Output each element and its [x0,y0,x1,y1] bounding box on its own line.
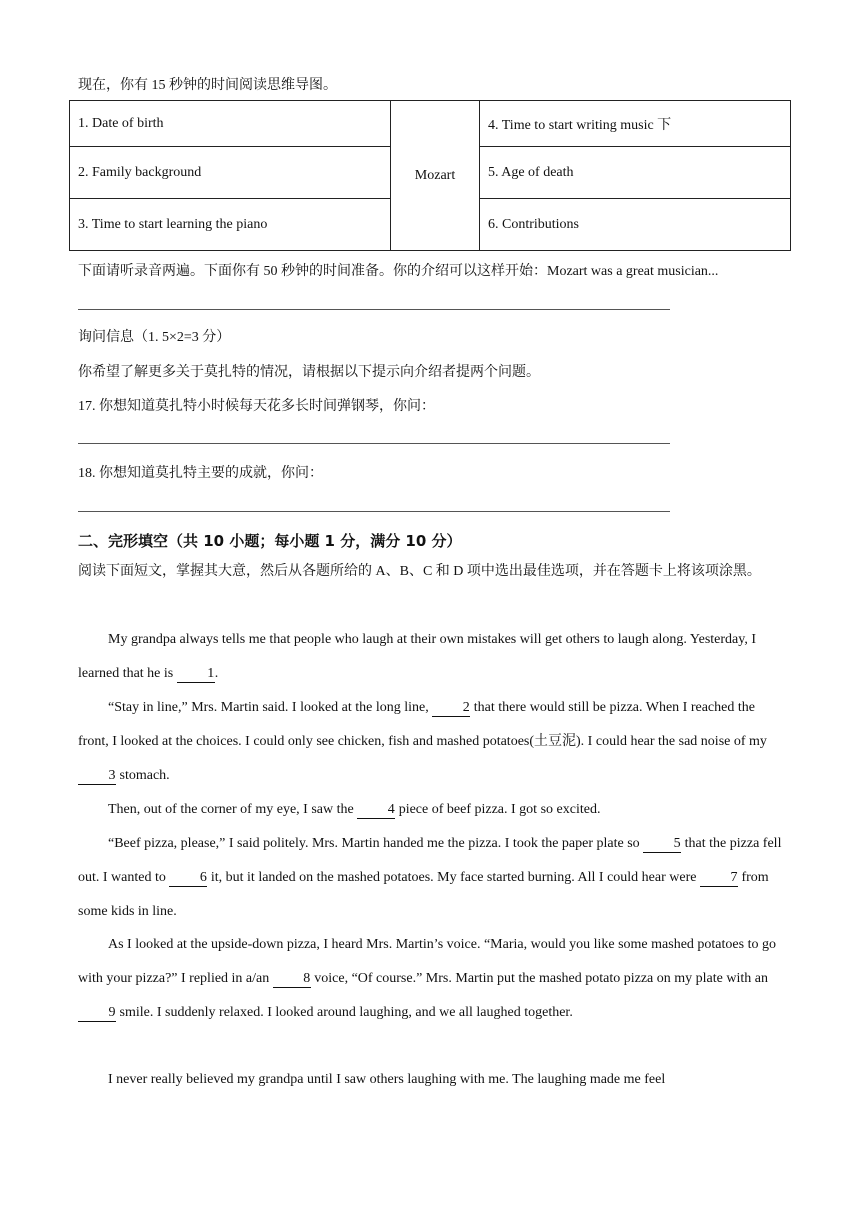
passage-text: As I looked at the upside-down pizza, I heard Mrs. Martin’s voice. “Maria, would you like some mashed potatoes to go with your pizza?” I replied in a/an [78,937,776,986]
ask-description: 你希望了解更多关于莫扎特的情况，请根据以下提示向介绍者提两个问题。 [78,365,540,380]
listening-instruction: 下面请听录音两遍。下面你有 50 秒钟的时间准备。你的介绍可以这样开始：Mozart was a great musician... [78,264,719,279]
passage-text: stomach. [116,768,170,783]
mind-map-item: 1. Date of birth [70,101,391,147]
passage-paragraph: I never really believed my grandpa until I saw others laughing with me. The laughing made me feel [108,1072,666,1087]
passage-text: it, but it landed on the mashed potatoes. My face started burning. All I could hear were [207,870,700,885]
passage-text: that the pizza fell out. I wanted to [78,836,782,885]
ask-title: 询问信息（1. 5×2=3 分） [78,330,231,345]
passage-text: that there would still be pizza. When I reached the front, I looked at the choices. I could only see chicken, fish and mashed potatoes(土豆泥). I could hear the sad noise of my [78,700,767,749]
blank-9: 9 [78,1005,116,1022]
mind-map-item: 2. Family background [70,147,391,199]
answer-line-18[interactable] [78,511,670,512]
blank-7: 7 [700,870,738,887]
passage-text: . [214,666,219,681]
passage-paragraph [78,691,786,793]
answer-line-17[interactable] [78,443,670,444]
question-17: 17. 你想知道莫扎特小时候每天花多长时间弹钢琴，你问： [78,399,435,414]
blank-5: 5 [643,836,681,853]
passage-text: Then, out of the corner of my eye, I saw the [108,802,358,817]
blank-2: 2 [432,700,470,717]
passage-text: voice, “Of course.” Mrs. Martin put the mashed potato pizza on my plate with an [310,971,768,986]
intro-text: 现在，你有 15 秒钟的时间阅读思维导图。 [78,78,337,93]
blank-4: 4 [357,802,395,819]
mind-map-center: Mozart [391,101,480,251]
question-18: 18. 你想知道莫扎特主要的成就，你问： [78,466,323,481]
answer-line[interactable] [78,309,670,310]
mind-map-item: 6. Contributions [480,199,791,251]
passage-text: piece of beef pizza. I got so excited. [395,802,601,817]
directions-text: 阅读下面短文，掌握其大意，然后从各题所给的 A、B、C 和 D 项中选出最佳选项，并在答题卡上将该项涂黑。 [78,564,761,579]
mind-map-table [69,100,791,251]
section-heading: 二、完形填空（共 10 小题；每小题 1 分，满分 10 分） [78,532,462,550]
passage-paragraph [78,793,786,827]
blank-3: 3 [78,768,116,785]
blank-1: 1 [177,666,215,683]
passage-text: from some kids in line. [78,870,769,919]
mind-map-item: 5. Age of death [480,147,791,199]
passage-text: “Stay in line,” Mrs. Martin said. I looked at the long line, [108,700,433,715]
passage-text: “Beef pizza, please,” I said politely. Mrs. Martin handed me the pizza. I took the paper plate so [108,836,644,851]
blank-8: 8 [273,971,311,988]
passage-paragraph [78,827,786,929]
mind-map-item: 3. Time to start learning the piano [70,199,391,251]
passage-paragraph [78,928,786,1030]
passage-paragraph [78,623,786,691]
mind-map-item: 4. Time to start writing music 下 [480,101,791,147]
passage-text: My grandpa always tells me that people who laugh at their own mistakes will get others to laugh along. Yesterday, I learned that he is [78,632,757,681]
passage-text: smile. I suddenly relaxed. I looked around laughing, and we all laughed together. [116,1005,573,1020]
blank-6: 6 [169,870,207,887]
